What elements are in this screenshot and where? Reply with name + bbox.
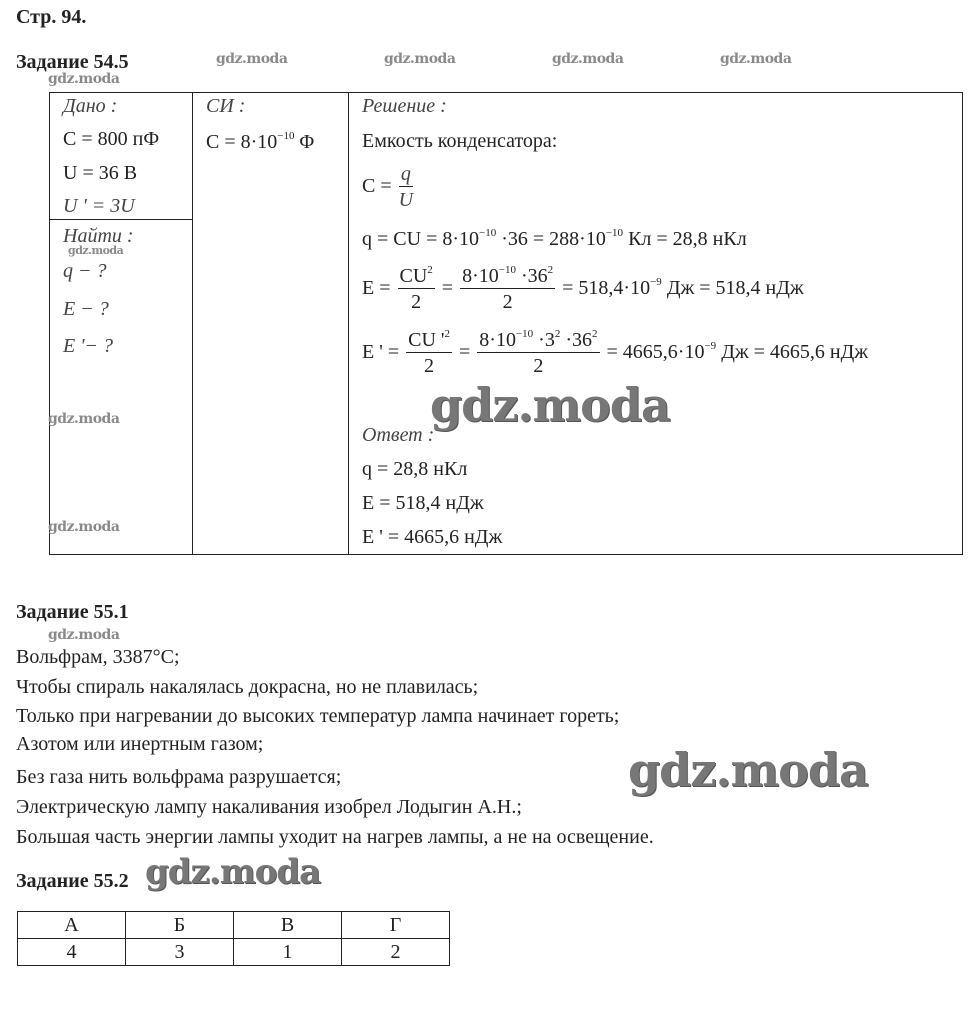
formula-energy-new: E ' = $\frac{CU '^2}{2}$ = $\frac{8\cdot 10^{-10} \cdot 3^2 \cdot 36^2}{2}$ = $4665,6\cdot 10^{-9}$ Дж = 4665,6 нДж [362,328,869,377]
watermark: gdz.moda [216,51,288,67]
find-item: q − ? [63,260,107,282]
text-line: Электрическую лампу накаливания изобрел Лодыгин А.Н.; [16,796,522,818]
given-label: Дано : [63,95,118,117]
text-line: Азотом или инертным газом; [16,733,264,755]
watermark: gdz.moda [48,71,120,87]
text-line: Без газа нить вольфрама разрушается; [16,766,342,788]
table-cell: 3 [126,939,234,966]
table-bottom-border [49,554,963,555]
table-left-border [49,92,50,555]
given-item: U = 36 В [63,162,138,184]
table-row [18,912,450,939]
text-line: Вольфрам, 3387°С; [16,646,180,668]
table-header: Б [126,912,234,939]
task-55-2-title: Задание 55.2 [16,870,129,892]
table-cell: 4 [18,939,126,966]
formula-energy: E = $\frac{CU^2}{2}$ = $\frac{8\cdot 10^{-10} \cdot 36^2}{2}$ = $518,4\cdot 10^{-9}$ Дж = 518,4 нДж [362,264,804,313]
solution-label: Решение : [362,95,447,117]
si-value: $C = 8\cdot 10^{-10}$ Φ [206,130,315,153]
watermark: gdz.moda [384,51,456,67]
task-55-1-title: Задание 55.1 [16,601,129,623]
formula-capacitance: C = $\frac{q}{U}$ [362,163,414,211]
table-row [18,939,450,966]
watermark-large: gdz.moda [145,852,321,892]
table-right-border [962,92,963,555]
answer-item: E ' = 4665,6 нДж [362,526,503,548]
text-line: Только при нагревании до высоких температур лампа начинает гореть; [16,705,620,727]
find-label: Найти : [63,225,134,247]
formula-charge: q = CU = $8\cdot 10^{-10} \cdot 36 = 288\cdot 10^{-10}$ Кл = 28,8 нКл [362,227,747,250]
table-header: Г [342,912,450,939]
page-header: Стр. 94. [16,6,87,28]
table-cell: 2 [342,939,450,966]
find-item: E − ? [63,298,109,320]
answer-item: E = 518,4 нДж [362,492,484,514]
watermark: gdz.moda [48,627,120,643]
watermark-large: gdz.moda [430,378,670,432]
answer-label: Ответ : [362,424,435,446]
column-divider [348,92,349,555]
watermark: gdz.moda [720,51,792,67]
text-line: Большая часть энергии лампы уходит на нагрев лампы, а не на освещение. [16,826,654,848]
given-item: C = 800 пФ [63,128,160,150]
watermark: gdz.moda [68,244,124,257]
find-item: E '− ? [63,335,113,357]
text-line: Чтобы спираль накалялась докрасна, но не плавилась; [16,676,479,698]
watermark: gdz.moda [552,51,624,67]
table-top-border [49,92,963,93]
table-cell: 1 [234,939,342,966]
answer-table [17,911,450,966]
given-find-divider [49,219,193,220]
watermark-large: gdz.moda [628,743,868,797]
task-54-5-title: Задание 54.5 [16,51,129,73]
table-header: В [234,912,342,939]
table-header: А [18,912,126,939]
given-item: U ' = 3U [63,195,135,217]
watermark: gdz.moda [48,519,120,535]
answer-item: q = 28,8 нКл [362,458,468,480]
solution-intro: Емкость конденсатора: [362,130,558,152]
si-label: СИ : [206,95,246,117]
column-divider [192,92,193,555]
watermark: gdz.moda [48,411,120,427]
